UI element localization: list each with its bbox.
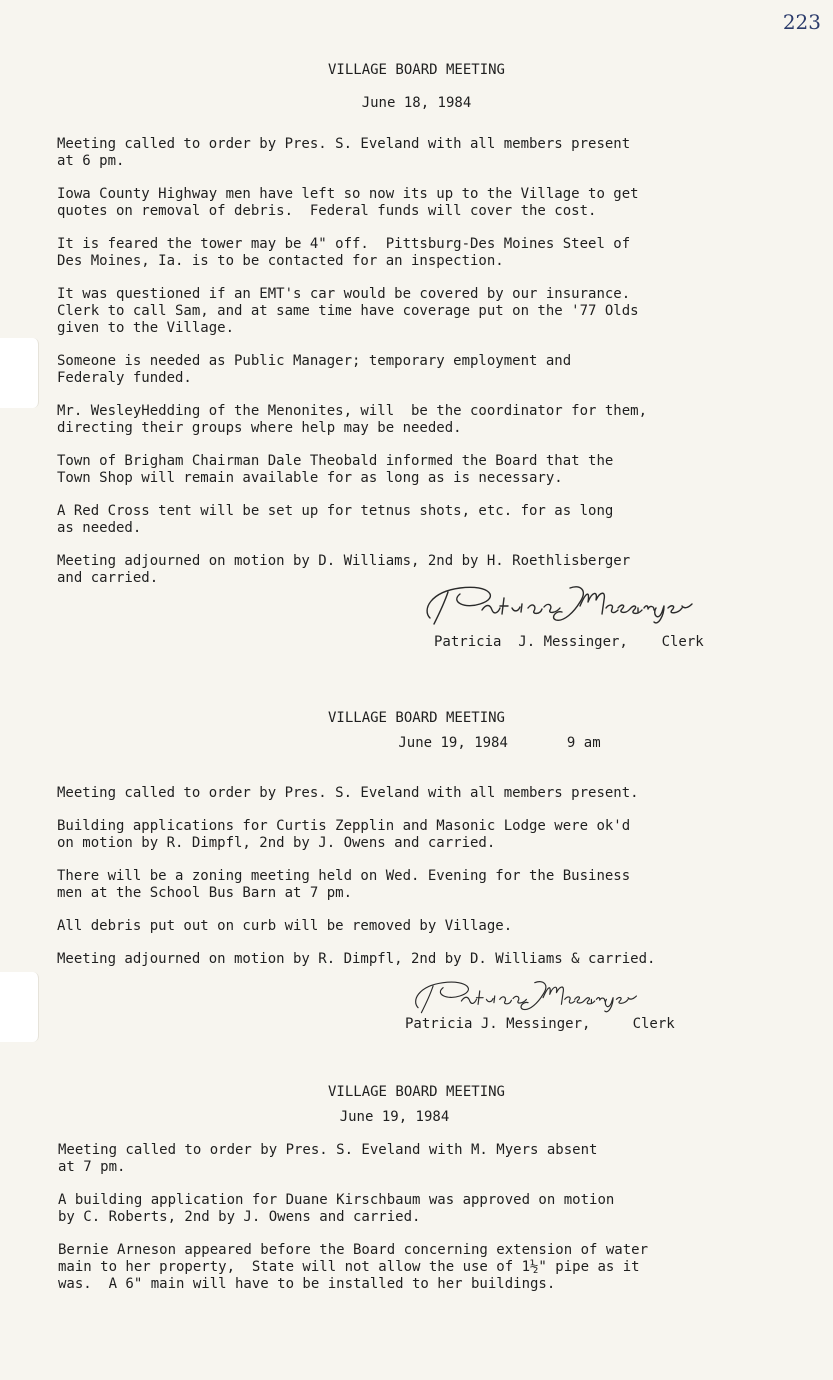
section-1-paragraph: A Red Cross tent will be set up for tetnus shots, etc. for as long as needed.	[57, 503, 614, 536]
section-1-paragraph: It was questioned if an EMT's car would be covered by our insurance. Clerk to call Sam, and at same time have coverage put on the '77 Olds given to the Village.	[57, 286, 639, 336]
section-1-paragraph: Meeting called to order by Pres. S. Eveland with all members present at 6 pm.	[57, 136, 631, 169]
section-1-paragraph: Mr. WesleyHedding of the Menonites, will be the coordinator for them, directing their groups where help may be needed.	[57, 403, 648, 436]
punch-hole	[0, 972, 39, 1042]
section-1-paragraph: Meeting adjourned on motion by D. Williams, 2nd by H. Roethlisberger and carried.	[57, 553, 631, 586]
section-3-paragraph: Bernie Arneson appeared before the Board concerning extension of water main to her property, State will not allow the use of 1½" pipe as it was. A 6" main will have to be installed to her buildings.	[58, 1242, 649, 1292]
page-number: 223	[782, 10, 821, 34]
section-2-paragraph: All debris put out on curb will be removed by Village.	[57, 918, 513, 934]
section-1-paragraph: Someone is needed as Public Manager; temporary employment and Federaly funded.	[57, 353, 572, 386]
section-2-clerk: Patricia J. Messinger, Clerk	[405, 1016, 675, 1032]
section-1-paragraph: It is feared the tower may be 4" off. Pittsburg-Des Moines Steel of Des Moines, Ia. is to be contacted for an inspection.	[57, 236, 631, 269]
section-2-date: June 19, 1984 9 am	[398, 735, 601, 751]
section-2-paragraph: Building applications for Curtis Zepplin and Masonic Lodge were ok'd on motion by R. Dimpfl, 2nd by J. Owens and carried.	[57, 818, 631, 851]
section-2-paragraph: Meeting called to order by Pres. S. Eveland with all members present.	[57, 785, 639, 801]
section-2-title: VILLAGE BOARD MEETING	[327, 710, 505, 726]
section-1-title: VILLAGE BOARD MEETING	[327, 62, 505, 78]
section-1-date: June 18, 1984	[361, 95, 472, 111]
section-1-paragraph: Town of Brigham Chairman Dale Theobald informed the Board that the Town Shop will remain available for as long as is necessary.	[57, 453, 614, 486]
section-1-paragraph: Iowa County Highway men have left so now its up to the Village to get quotes on removal of debris. Federal funds will cover the cost.	[57, 186, 639, 219]
punch-hole	[0, 338, 39, 408]
section-3-paragraph: Meeting called to order by Pres. S. Eveland with M. Myers absent at 7 pm.	[58, 1142, 598, 1175]
section-1-clerk: Patricia J. Messinger, Clerk	[434, 634, 704, 650]
section-3-date: June 19, 1984	[339, 1109, 450, 1125]
section-3-title: VILLAGE BOARD MEETING	[327, 1084, 505, 1100]
section-3-paragraph: A building application for Duane Kirschbaum was approved on motion by C. Roberts, 2nd by J. Owens and carried.	[58, 1192, 615, 1225]
section-2-paragraph: There will be a zoning meeting held on Wed. Evening for the Business men at the School Bus Barn at 7 pm.	[57, 868, 631, 901]
section-2-paragraph: Meeting adjourned on motion by R. Dimpfl, 2nd by D. Williams & carried.	[57, 951, 656, 967]
signature-image	[420, 580, 705, 640]
